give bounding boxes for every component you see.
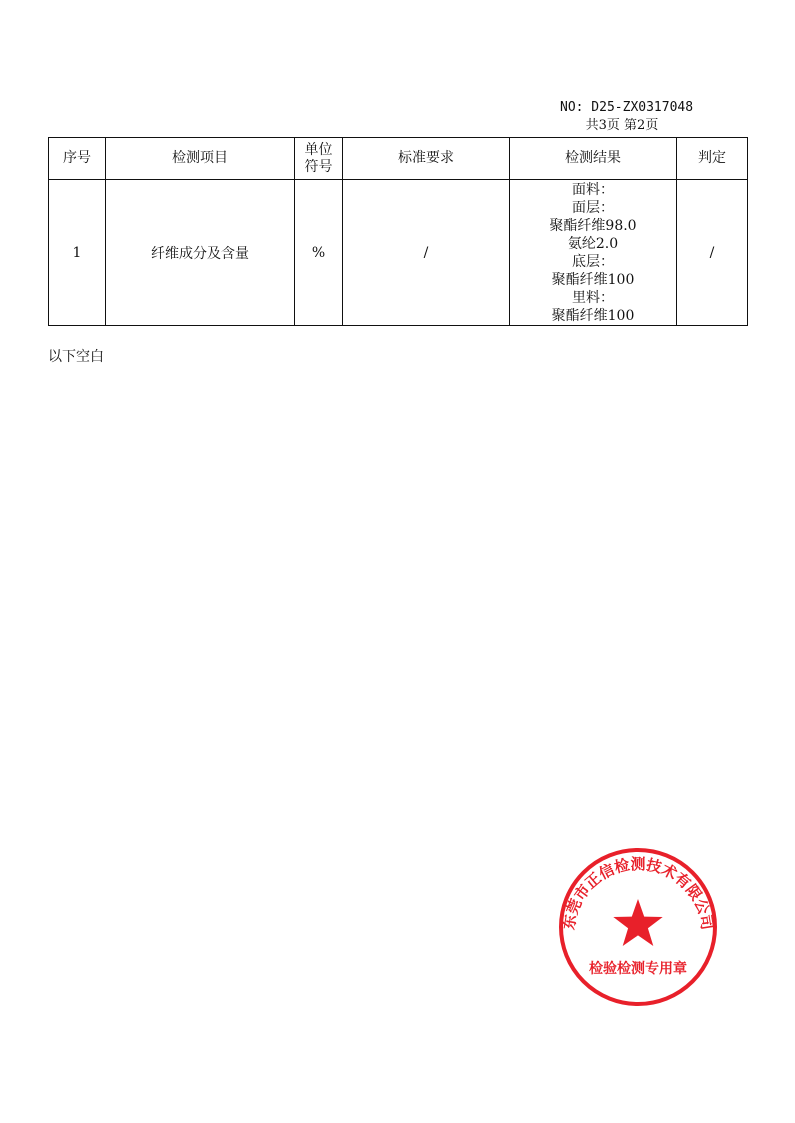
cell-index: 1: [49, 180, 106, 326]
header-result: 检测结果: [510, 138, 677, 180]
results-table: [48, 137, 748, 326]
page-count: 共3页 第2页: [585, 118, 659, 133]
report-number: NO: D25-ZX0317048: [560, 100, 694, 115]
cell-judgement: /: [677, 180, 748, 326]
seal-purpose: 检验检测专用章: [589, 961, 687, 977]
result-lines: [510, 181, 676, 325]
header-test-item: 检测项目: [106, 138, 295, 180]
header-unit-line2: 符号: [304, 158, 333, 175]
star-icon: [613, 899, 662, 946]
result-line: 面层：: [572, 199, 614, 216]
result-line: 聚酯纤维100: [551, 307, 635, 324]
cell-test-item: 纤维成分及含量: [106, 180, 295, 326]
table-header-row: [49, 138, 748, 180]
header-unit-line1: 单位: [304, 141, 333, 158]
blank-below-note: 以下空白: [48, 349, 104, 365]
header-standard: 标准要求: [343, 138, 510, 180]
result-line: 面料：: [572, 181, 614, 198]
result-line: 聚酯纤维98.0: [549, 217, 637, 234]
seal-company-name-path: 东莞市正信检测技术有限公司: [559, 855, 717, 932]
cell-result: [510, 180, 677, 326]
result-line: 聚酯纤维100: [551, 271, 635, 288]
result-line: 氨纶2.0: [567, 235, 619, 252]
company-seal: [557, 846, 719, 1008]
cell-standard: /: [343, 180, 510, 326]
cell-unit: %: [295, 180, 343, 326]
table-row: [49, 180, 748, 326]
result-line: 底层：: [572, 253, 614, 270]
header-unit: [295, 138, 343, 180]
header-index: 序号: [49, 138, 106, 180]
result-line: 里料：: [572, 289, 614, 306]
header-judgement: 判定: [677, 138, 748, 180]
